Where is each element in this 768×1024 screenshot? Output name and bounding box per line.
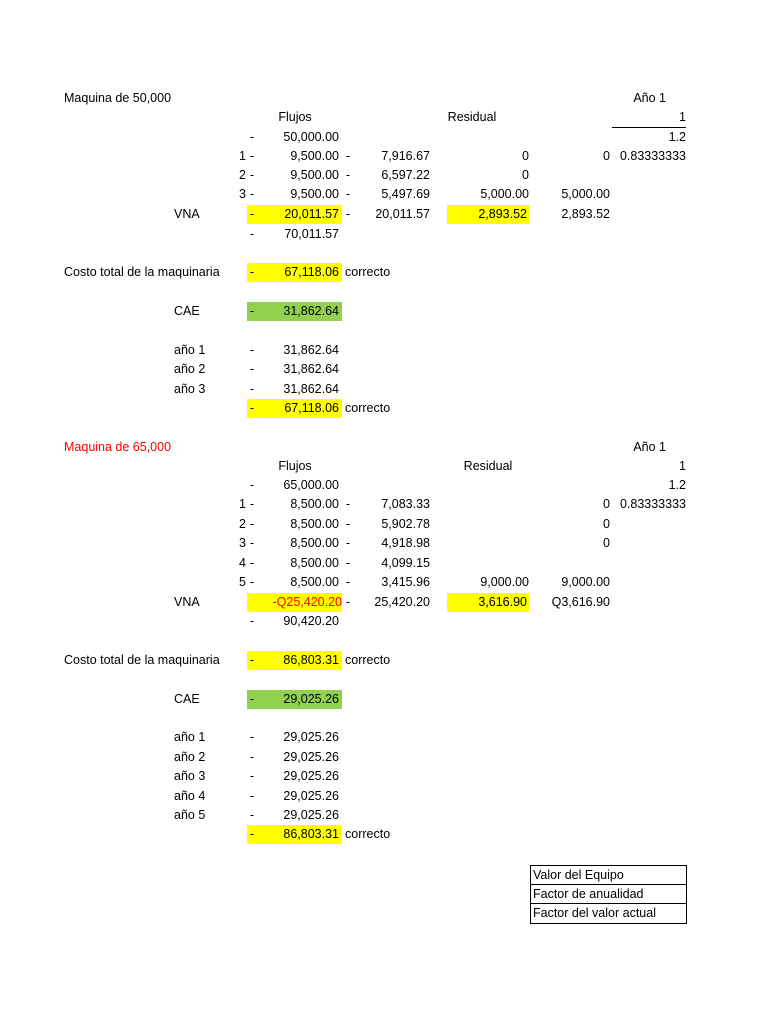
residual-pv: 0 [603,536,610,550]
period-number: 2 [239,517,246,531]
dash: - [250,517,255,531]
present-value: 4,099.15 [381,556,430,570]
total-value: 86,803.31 [283,827,339,841]
legend-item: Factor de anualidad [531,885,686,904]
dash: - [250,149,255,163]
costo-total-label: Costo total de la maquinaria [64,265,220,279]
sum-value: 90,420.20 [283,614,339,628]
cae-label: CAE [174,692,200,706]
dash: - [250,692,255,706]
year-value: 31,862.64 [283,343,339,357]
vna-residual: 2,893.52 [447,205,529,224]
residual-value: 5,000.00 [480,187,529,201]
legend-item: Valor del Equipo [531,866,686,885]
dash: - [250,575,255,589]
year-label: año 1 [174,730,206,744]
dash: - [250,401,255,415]
flow-value: 8,500.00 [290,536,339,550]
vna-pv-total: 20,011.57 [375,207,430,221]
residual-value: 9,000.00 [480,575,529,589]
cae-cell [247,302,342,321]
dash: - [250,382,255,396]
year-value: 29,025.26 [283,730,339,744]
residual-pv: 5,000.00 [561,187,610,201]
dash: - [346,595,351,609]
year-header: Año 1 [633,440,666,454]
dash: - [346,536,351,550]
dash: - [250,808,255,822]
dash: - [250,265,255,279]
dash: - [250,730,255,744]
period-number: 5 [239,575,246,589]
year-value: 31,862.64 [283,382,339,396]
dash: - [346,207,351,221]
dash: - [346,149,351,163]
present-value: 7,916.67 [381,149,430,163]
vna-label: VNA [174,595,200,609]
period-number: 1 [239,149,246,163]
dash: - [250,187,255,201]
total-cell [247,399,342,418]
vna-label: VNA [174,207,200,221]
dash: - [250,614,255,628]
correcto-label: correcto [345,401,391,415]
dash: - [250,130,255,144]
vna-residual-total: 2,893.52 [561,207,610,221]
dash: - [346,187,351,201]
rate-one: 1 [679,459,686,473]
machine-1-title: Maquina de 50,000 [64,91,172,105]
initial-investment: 50,000.00 [283,130,339,144]
vna-value: -Q25,420.20 [272,595,342,609]
flujos-header: Flujos [278,459,312,473]
flow-value: 8,500.00 [290,517,339,531]
rate-value: 1.2 [668,130,686,144]
present-value: 7,083.33 [381,497,430,511]
present-value: 5,497.69 [381,187,430,201]
dash: - [250,362,255,376]
dash: - [250,227,255,241]
dash: - [346,517,351,531]
costo-total-cell [247,263,342,282]
year-header: Año 1 [633,91,666,105]
present-value: 4,918.98 [381,536,430,550]
costo-total-cell [247,651,342,670]
year-value: 29,025.26 [283,789,339,803]
flow-value: 9,500.00 [290,187,339,201]
present-value: 5,902.78 [381,517,430,531]
vna-residual-total: Q3,616.90 [551,595,610,609]
residual-header: Residual [463,459,513,473]
cae-value: 29,025.26 [283,692,339,706]
flow-value: 8,500.00 [290,556,339,570]
cae-label: CAE [174,304,200,318]
discount-factor: 0.83333333 [619,149,686,163]
dash: - [250,750,255,764]
period-number: 2 [239,168,246,182]
correcto-label: correcto [345,265,391,279]
dash: - [346,575,351,589]
dash: - [250,653,255,667]
rate-one: 1 [679,110,686,124]
machine-2-title: Maquina de 65,000 [64,440,172,454]
discount-factor: 0.83333333 [619,497,686,511]
residual-header: Residual [447,110,497,124]
dash: - [250,168,255,182]
flujos-header: Flujos [278,110,312,124]
costo-total-value: 86,803.31 [283,653,339,667]
initial-investment: 65,000.00 [283,478,339,492]
year-value: 31,862.64 [283,362,339,376]
correcto-label: correcto [345,653,391,667]
rate-value: 1.2 [668,478,686,492]
dash: - [250,789,255,803]
legend-box [530,865,687,924]
year-value: 29,025.26 [283,769,339,783]
year-label: año 5 [174,808,206,822]
dash: - [346,497,351,511]
year-label: año 3 [174,769,206,783]
cae-value: 31,862.64 [283,304,339,318]
flow-value: 9,500.00 [290,149,339,163]
year-value: 29,025.26 [283,750,339,764]
present-value: 3,415.96 [381,575,430,589]
year-label: año 2 [174,362,206,376]
residual-value: 0 [522,149,529,163]
period-number: 4 [239,556,246,570]
cae-cell [247,690,342,709]
period-number: 3 [239,187,246,201]
flow-value: 8,500.00 [290,497,339,511]
year-label: año 3 [174,382,206,396]
flow-value: 9,500.00 [290,168,339,182]
vna-value: 20,011.57 [284,207,339,221]
residual-pv: 9,000.00 [561,575,610,589]
dash: - [346,168,351,182]
year-label: año 1 [174,343,206,357]
vna-residual: 3,616.90 [447,593,529,612]
vna-cell [247,205,342,224]
dash: - [346,556,351,570]
present-value: 6,597.22 [381,168,430,182]
year-label: año 4 [174,789,206,803]
residual-pv: 0 [603,149,610,163]
costo-total-label: Costo total de la maquinaria [64,653,220,667]
sum-value: 70,011.57 [284,227,339,241]
residual-pv: 0 [603,517,610,531]
dash: - [250,478,255,492]
vna-pv-total: 25,420.20 [374,595,430,609]
dash: - [250,497,255,511]
costo-total-value: 67,118.06 [284,265,339,279]
year-value: 29,025.26 [283,808,339,822]
dash: - [250,343,255,357]
dash: - [250,207,255,221]
year-label: año 2 [174,750,206,764]
total-cell [247,825,342,844]
dash: - [250,556,255,570]
correcto-label: correcto [345,827,391,841]
total-value: 67,118.06 [284,401,339,415]
dash: - [250,827,255,841]
dash: - [250,769,255,783]
vna-cell [247,593,342,612]
period-number: 1 [239,497,246,511]
dash: - [250,536,255,550]
period-number: 3 [239,536,246,550]
residual-pv: 0 [603,497,610,511]
residual-value: 0 [522,168,529,182]
legend-item: Factor del valor actual [533,906,656,920]
flow-value: 8,500.00 [290,575,339,589]
dash: - [250,304,255,318]
